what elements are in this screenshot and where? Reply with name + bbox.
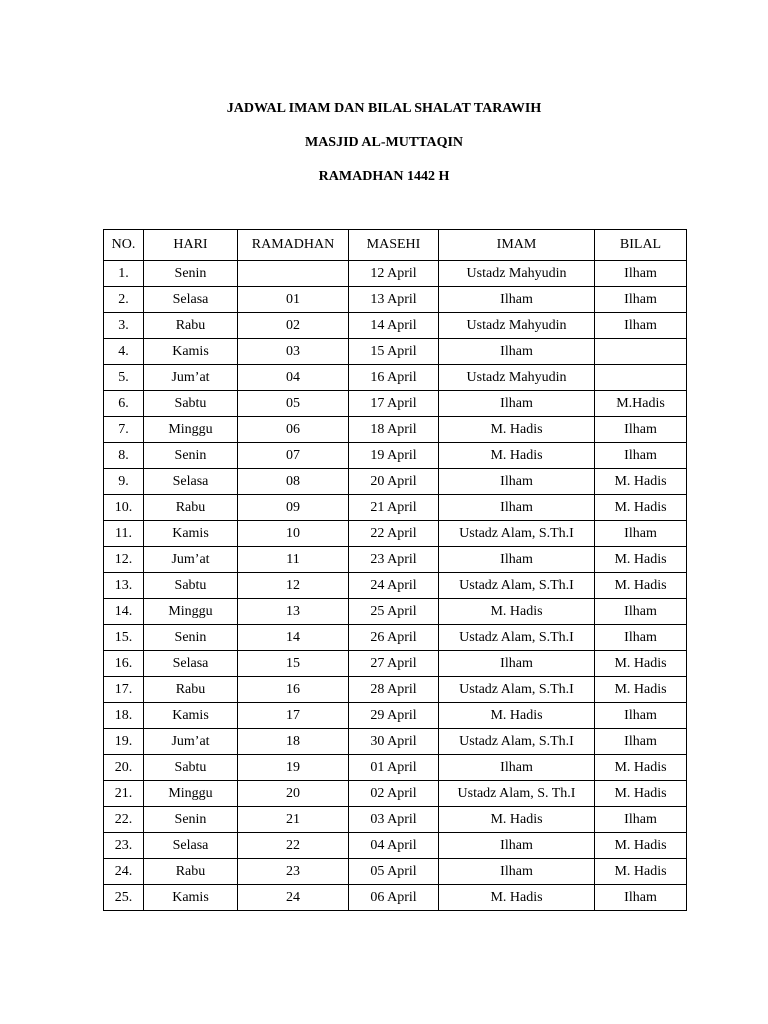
cell-no: 6. <box>104 391 144 417</box>
table-row <box>104 261 687 287</box>
table-row <box>104 703 687 729</box>
cell-ramadhan: 21 <box>238 807 349 833</box>
cell-masehi: 21 April <box>349 495 439 521</box>
cell-bilal: M. Hadis <box>595 833 687 859</box>
schedule-table-body <box>104 261 687 911</box>
header-ramadhan: RAMADHAN <box>238 230 349 261</box>
cell-no: 12. <box>104 547 144 573</box>
cell-no: 10. <box>104 495 144 521</box>
cell-ramadhan: 24 <box>238 885 349 911</box>
cell-masehi: 17 April <box>349 391 439 417</box>
document-title: JADWAL IMAM DAN BILAL SHALAT TARAWIH <box>226 101 542 116</box>
cell-ramadhan <box>238 261 349 287</box>
cell-ramadhan: 19 <box>238 755 349 781</box>
cell-ramadhan: 15 <box>238 651 349 677</box>
cell-imam: Ustadz Alam, S.Th.I <box>439 625 595 651</box>
cell-no: 9. <box>104 469 144 495</box>
cell-hari: Senin <box>144 261 238 287</box>
cell-bilal: M. Hadis <box>595 859 687 885</box>
cell-ramadhan: 06 <box>238 417 349 443</box>
schedule-table <box>103 229 687 911</box>
cell-hari: Kamis <box>144 885 238 911</box>
cell-masehi: 28 April <box>349 677 439 703</box>
cell-bilal <box>595 339 687 365</box>
table-row <box>104 625 687 651</box>
table-row <box>104 755 687 781</box>
header-imam: IMAM <box>439 230 595 261</box>
cell-no: 20. <box>104 755 144 781</box>
cell-no: 8. <box>104 443 144 469</box>
cell-no: 19. <box>104 729 144 755</box>
cell-masehi: 16 April <box>349 365 439 391</box>
cell-hari: Sabtu <box>144 391 238 417</box>
table-row <box>104 469 687 495</box>
cell-ramadhan: 07 <box>238 443 349 469</box>
cell-bilal: Ilham <box>595 443 687 469</box>
cell-hari: Minggu <box>144 599 238 625</box>
cell-hari: Senin <box>144 443 238 469</box>
cell-bilal <box>595 365 687 391</box>
cell-no: 25. <box>104 885 144 911</box>
cell-imam: Ilham <box>439 469 595 495</box>
cell-imam: Ilham <box>439 859 595 885</box>
header-hari: HARI <box>144 230 238 261</box>
cell-imam: Ilham <box>439 833 595 859</box>
cell-bilal: Ilham <box>595 807 687 833</box>
cell-ramadhan: 13 <box>238 599 349 625</box>
cell-ramadhan: 05 <box>238 391 349 417</box>
cell-hari: Rabu <box>144 313 238 339</box>
cell-bilal: Ilham <box>595 261 687 287</box>
cell-imam: Ustadz Mahyudin <box>439 365 595 391</box>
period-label: RAMADHAN 1442 H <box>318 169 450 184</box>
cell-masehi: 24 April <box>349 573 439 599</box>
cell-imam: Ustadz Alam, S. Th.I <box>439 781 595 807</box>
cell-bilal: Ilham <box>595 599 687 625</box>
cell-no: 2. <box>104 287 144 313</box>
cell-masehi: 01 April <box>349 755 439 781</box>
cell-masehi: 03 April <box>349 807 439 833</box>
cell-bilal: M.Hadis <box>595 391 687 417</box>
cell-ramadhan: 04 <box>238 365 349 391</box>
table-row <box>104 521 687 547</box>
cell-hari: Sabtu <box>144 573 238 599</box>
table-row <box>104 573 687 599</box>
cell-no: 13. <box>104 573 144 599</box>
cell-masehi: 05 April <box>349 859 439 885</box>
cell-masehi: 25 April <box>349 599 439 625</box>
cell-no: 3. <box>104 313 144 339</box>
table-row <box>104 781 687 807</box>
cell-ramadhan: 08 <box>238 469 349 495</box>
cell-masehi: 02 April <box>349 781 439 807</box>
cell-hari: Jum’at <box>144 365 238 391</box>
cell-imam: Ilham <box>439 339 595 365</box>
cell-ramadhan: 22 <box>238 833 349 859</box>
table-row <box>104 547 687 573</box>
cell-bilal: M. Hadis <box>595 495 687 521</box>
cell-bilal: M. Hadis <box>595 547 687 573</box>
cell-hari: Rabu <box>144 495 238 521</box>
table-row <box>104 495 687 521</box>
mosque-name: MASJID AL-MUTTAQIN <box>304 135 464 150</box>
cell-bilal: M. Hadis <box>595 651 687 677</box>
cell-masehi: 23 April <box>349 547 439 573</box>
cell-masehi: 12 April <box>349 261 439 287</box>
cell-ramadhan: 17 <box>238 703 349 729</box>
header-bilal: BILAL <box>595 230 687 261</box>
cell-masehi: 04 April <box>349 833 439 859</box>
table-row <box>104 885 687 911</box>
table-row <box>104 859 687 885</box>
table-row <box>104 729 687 755</box>
cell-ramadhan: 16 <box>238 677 349 703</box>
table-row <box>104 287 687 313</box>
cell-no: 7. <box>104 417 144 443</box>
cell-no: 22. <box>104 807 144 833</box>
cell-bilal: M. Hadis <box>595 755 687 781</box>
cell-imam: Ilham <box>439 495 595 521</box>
header-no: NO. <box>104 230 144 261</box>
cell-no: 11. <box>104 521 144 547</box>
cell-hari: Senin <box>144 625 238 651</box>
cell-ramadhan: 20 <box>238 781 349 807</box>
cell-ramadhan: 10 <box>238 521 349 547</box>
table-row <box>104 677 687 703</box>
cell-hari: Selasa <box>144 287 238 313</box>
cell-imam: Ustadz Alam, S.Th.I <box>439 573 595 599</box>
cell-bilal: Ilham <box>595 417 687 443</box>
cell-ramadhan: 18 <box>238 729 349 755</box>
cell-masehi: 26 April <box>349 625 439 651</box>
cell-imam: Ustadz Alam, S.Th.I <box>439 729 595 755</box>
cell-no: 18. <box>104 703 144 729</box>
cell-hari: Rabu <box>144 859 238 885</box>
cell-ramadhan: 23 <box>238 859 349 885</box>
cell-masehi: 20 April <box>349 469 439 495</box>
cell-hari: Selasa <box>144 651 238 677</box>
table-row <box>104 651 687 677</box>
cell-imam: M. Hadis <box>439 443 595 469</box>
table-row <box>104 833 687 859</box>
cell-ramadhan: 02 <box>238 313 349 339</box>
cell-ramadhan: 01 <box>238 287 349 313</box>
cell-imam: Ilham <box>439 287 595 313</box>
cell-no: 24. <box>104 859 144 885</box>
table-row <box>104 807 687 833</box>
cell-no: 16. <box>104 651 144 677</box>
cell-ramadhan: 14 <box>238 625 349 651</box>
cell-masehi: 30 April <box>349 729 439 755</box>
cell-bilal: M. Hadis <box>595 573 687 599</box>
cell-masehi: 29 April <box>349 703 439 729</box>
cell-masehi: 18 April <box>349 417 439 443</box>
cell-imam: Ustadz Mahyudin <box>439 313 595 339</box>
cell-hari: Minggu <box>144 781 238 807</box>
header-masehi: MASEHI <box>349 230 439 261</box>
cell-imam: M. Hadis <box>439 417 595 443</box>
cell-hari: Kamis <box>144 339 238 365</box>
cell-bilal: Ilham <box>595 287 687 313</box>
cell-no: 21. <box>104 781 144 807</box>
cell-imam: M. Hadis <box>439 807 595 833</box>
cell-hari: Selasa <box>144 469 238 495</box>
cell-imam: Ustadz Alam, S.Th.I <box>439 677 595 703</box>
cell-masehi: 15 April <box>349 339 439 365</box>
cell-bilal: Ilham <box>595 521 687 547</box>
cell-no: 4. <box>104 339 144 365</box>
cell-ramadhan: 12 <box>238 573 349 599</box>
cell-bilal: Ilham <box>595 703 687 729</box>
header-row <box>104 230 687 261</box>
cell-hari: Kamis <box>144 703 238 729</box>
table-row <box>104 391 687 417</box>
cell-masehi: 06 April <box>349 885 439 911</box>
table-row <box>104 417 687 443</box>
schedule-table-header <box>104 230 687 261</box>
cell-imam: Ilham <box>439 651 595 677</box>
cell-hari: Jum’at <box>144 547 238 573</box>
cell-masehi: 22 April <box>349 521 439 547</box>
cell-hari: Senin <box>144 807 238 833</box>
cell-bilal: Ilham <box>595 313 687 339</box>
cell-hari: Rabu <box>144 677 238 703</box>
cell-bilal: Ilham <box>595 885 687 911</box>
cell-imam: M. Hadis <box>439 599 595 625</box>
cell-imam: Ustadz Alam, S.Th.I <box>439 521 595 547</box>
table-row <box>104 599 687 625</box>
table-row <box>104 339 687 365</box>
cell-hari: Minggu <box>144 417 238 443</box>
cell-imam: Ilham <box>439 547 595 573</box>
cell-imam: M. Hadis <box>439 703 595 729</box>
cell-ramadhan: 03 <box>238 339 349 365</box>
cell-imam: Ilham <box>439 755 595 781</box>
cell-masehi: 19 April <box>349 443 439 469</box>
table-row <box>104 365 687 391</box>
cell-bilal: M. Hadis <box>595 781 687 807</box>
cell-bilal: Ilham <box>595 729 687 755</box>
cell-hari: Jum’at <box>144 729 238 755</box>
table-row <box>104 313 687 339</box>
table-row <box>104 443 687 469</box>
cell-bilal: Ilham <box>595 625 687 651</box>
cell-bilal: M. Hadis <box>595 469 687 495</box>
cell-no: 5. <box>104 365 144 391</box>
cell-no: 15. <box>104 625 144 651</box>
cell-masehi: 27 April <box>349 651 439 677</box>
cell-hari: Selasa <box>144 833 238 859</box>
cell-no: 1. <box>104 261 144 287</box>
cell-imam: M. Hadis <box>439 885 595 911</box>
cell-no: 23. <box>104 833 144 859</box>
cell-no: 17. <box>104 677 144 703</box>
cell-masehi: 14 April <box>349 313 439 339</box>
cell-hari: Sabtu <box>144 755 238 781</box>
cell-imam: Ustadz Mahyudin <box>439 261 595 287</box>
cell-bilal: M. Hadis <box>595 677 687 703</box>
cell-hari: Kamis <box>144 521 238 547</box>
cell-ramadhan: 11 <box>238 547 349 573</box>
cell-ramadhan: 09 <box>238 495 349 521</box>
cell-imam: Ilham <box>439 391 595 417</box>
document-header <box>0 100 768 202</box>
cell-masehi: 13 April <box>349 287 439 313</box>
cell-no: 14. <box>104 599 144 625</box>
